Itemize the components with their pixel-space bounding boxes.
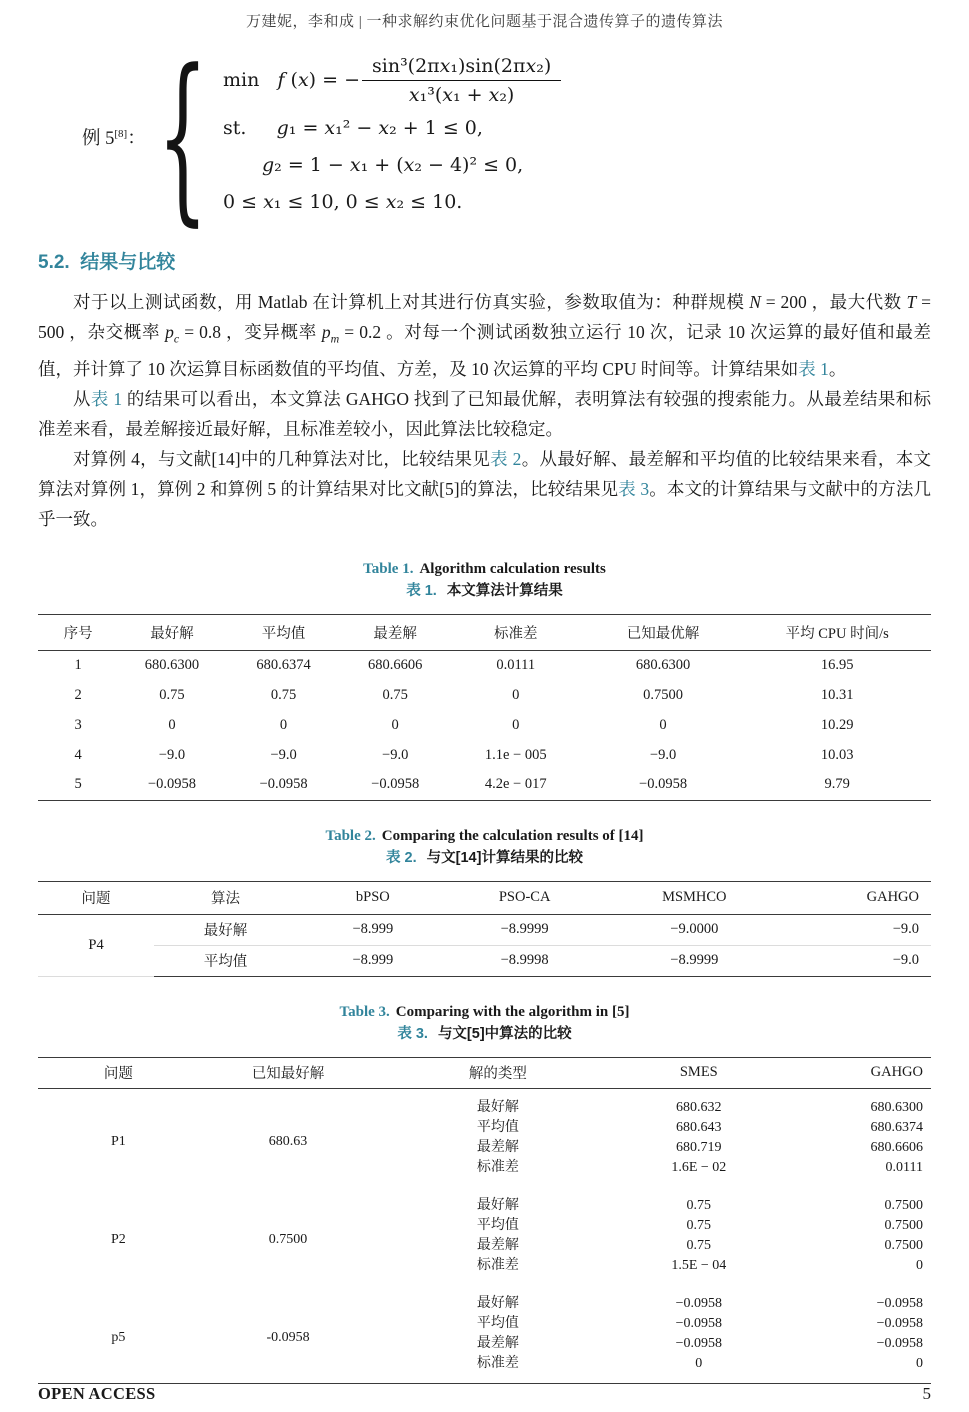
page-number: 5 [922,1384,931,1403]
table-cell: 680.6374 [870,1119,923,1135]
table-cell: 0.75 [686,1217,712,1233]
table-cell: 680.6606 [870,1139,923,1155]
text-run: = 0.8 ，变异概率 [179,322,322,342]
table-cell: 0.75 [686,1237,712,1253]
text-run: = 500 ，杂交概率 [38,292,931,342]
running-header [38,10,931,31]
table-cell: −8.999 [297,914,449,945]
text-run: ₁ + ( [360,154,404,176]
table3-caption-zh-text: 与文[5]中算法的比较 [437,1025,572,1042]
column-header: 序号 [38,614,118,650]
table-cell: 0 [391,716,399,733]
table-cell: −0.0958 [371,776,420,793]
table2-caption-zh [38,847,931,869]
table-cell: 最差解 [476,1139,519,1155]
example-formula-block [82,30,931,242]
text-run: 对算例 4，与文献[14]中的几种算法对比，比较结果见 [73,448,491,469]
table-cell: 标准差 [476,1159,519,1175]
table-cell: −0.0958 [876,1335,923,1351]
section-number: 5.2. [38,252,70,273]
text-run: ₁ + [452,84,489,106]
formula-objective-line [223,53,561,106]
table-cell: −9.0 [788,914,931,945]
table-cell: −0.0958 [876,1315,923,1331]
text-run: x [263,191,274,213]
text-run: st. [222,117,277,139]
table-cell: 0.75 [159,686,185,703]
table-cell: 0 [916,1355,923,1371]
text-run: 0 ≤ [222,191,264,213]
example-label-base: 例 5 [82,129,115,149]
table1-row [38,740,931,770]
table3-body [38,1088,931,1383]
table1-header-row [38,614,931,650]
section-title: 结果与比较 [80,252,176,273]
table1-head [38,614,931,650]
fraction-numerator [362,53,561,81]
table2-caption-zh-label: 表 2. [386,849,417,866]
table-cell: 平均值 [203,954,248,970]
text-run: 。从最好解、最差解和平均值的比较结果来看，本文算法对算例 1，算例 2 和算例 5 的计算结果对比文献[5]的算法，比较结果见 [38,448,932,499]
table-cell: 680.63 [268,1134,308,1149]
table2-row [38,945,931,976]
table3 [38,1057,931,1384]
text-run: x [525,55,537,77]
table-cell: 标准差 [476,1257,519,1273]
table2-row [38,914,931,945]
text-run: x [408,84,420,106]
table-cell: 0.75 [382,686,408,703]
column-header: 平均值 [226,614,342,650]
table-cell: −9.0 [158,746,186,763]
table-cell: −0.0958 [876,1295,923,1311]
table1-caption-en-text: Algorithm calculation results [419,560,606,577]
text-run: f [277,68,291,91]
table-cell: 0.75 [270,686,297,703]
column-header: GAHGO [788,881,931,914]
column-header: SMES [618,1057,779,1088]
text-run: 从 [73,388,91,409]
table-cell: 10.29 [820,716,854,733]
formula-bounds [223,184,561,221]
table-cell: 0.7500 [643,686,683,703]
text-run: 。本文的计算结果与文献中的方法几乎一致。 [38,478,932,529]
table-cell: 0.7500 [884,1237,923,1253]
table-cell: -0.0958 [266,1330,310,1345]
table-cell: 680.632 [676,1099,722,1115]
text-run: ₁)sin(2π [450,55,526,77]
table-cell: −0.0958 [639,776,688,793]
text-run: ₁ ≤ 10, 0 ≤ [273,191,386,213]
table2 [38,881,931,977]
text-run: ₁² − [335,117,379,139]
table-cell: 0.7500 [884,1197,923,1213]
table1-row [38,650,931,680]
text-run: ₂ = 1 − [274,154,350,176]
fraction-denominator [409,81,514,106]
table-cell: 1.6E − 02 [671,1159,727,1175]
table1-row [38,770,931,800]
table-cell: −9.0 [270,746,297,763]
table-cell: 10.31 [820,686,854,703]
table-cell: −9.0 [892,952,919,968]
table3-caption-en-text: Comparing with the algorithm in [5] [395,1003,630,1020]
table-cell: 标准差 [476,1355,519,1371]
table-cell: 680.6300 [870,1099,923,1115]
text-run: 的结果可以看出，本文算法 GAHGO 找到了已知最优解，表明算法有较强的搜索能力。从最差结果和标准差来看，最差解接近最好解，且标准差较小，因此算法比较稳定。 [38,388,932,439]
cross-reference: 表 2 [490,448,522,469]
example-label [82,124,146,150]
table-cell: 16.95 [820,656,854,673]
text-run: x [378,117,390,139]
example-label-citation: [8] [114,127,128,140]
table-cell: 0.7500 [884,1217,923,1233]
table3-caption [38,1001,931,1045]
table2-caption-en-text: Comparing the calculation results of [14] [381,827,644,844]
text-run: N [749,292,761,312]
text-run: p [321,322,331,342]
table3-caption-zh [38,1023,931,1045]
text-run: x [439,55,451,77]
column-header: PSO-CA [449,881,601,914]
table2-header-row [38,881,931,914]
table-cell: 1 [74,656,82,673]
table1-caption-en-label: Table 1. [363,560,414,577]
text-run: ( [290,68,298,91]
text-run: x [349,154,361,176]
table-cell: 1.1e − 005 [484,746,547,763]
column-header: GAHGO [779,1057,931,1088]
text-run: 对于以上测试函数，用 Matlab 在计算机上对其进行仿真实验，参数取值为：种群规模 [73,292,750,312]
table3-row [38,1285,931,1314]
column-header: 标准差 [449,614,583,650]
table-cell: 3 [74,716,82,733]
table-cell: 4.2e − 017 [484,776,547,793]
table-cell: 0 [279,716,288,733]
table-cell: 680.643 [676,1119,722,1135]
column-header: 解的类型 [377,1057,618,1088]
text-run: = 0.2 。对每一个测试函数独立运行 10 次，记录 10 次运算的最好值和最差值，并计算了 10 次运算目标函数值的平均值、方差，及 10 次运算的平均 CPU 时间等。计算结果如 [38,322,932,379]
formula-constraint-2 [262,147,561,184]
column-header: 问题 [38,1057,199,1088]
running-header-text: 万建妮，李和成 | 一种求解约束优化问题基于混合遗传算子的遗传算法 [245,14,723,30]
body-text [38,287,931,534]
table-cell: 0 [659,716,667,733]
left-brace: { [156,30,208,242]
text-run: ₁ = [288,117,325,139]
table-cell: 最好解 [476,1099,519,1115]
table-cell: 1.5E − 04 [671,1257,727,1273]
cross-reference: 表 1 [90,388,123,409]
text-run: sin³(2π [372,55,440,77]
table-cell: −0.0958 [259,776,308,793]
table-cell: P1 [110,1134,126,1149]
table-cell: 9.79 [824,776,850,793]
table2-caption [38,825,931,869]
table-cell: 最好解 [476,1197,519,1213]
formula-constraint-1 [223,110,561,147]
table-cell: −8.9998 [500,952,549,968]
text-run: ₂ − 4)² ≤ 0, [414,154,524,176]
table-cell: 0 [695,1355,703,1371]
table1 [38,614,931,801]
column-header: MSMHCO [601,881,789,914]
text-run: 。 [828,358,847,379]
table-cell: 2 [74,686,82,703]
table2-caption-en [38,825,931,847]
text-run: c [173,331,180,346]
table-cell: 4 [74,746,82,763]
cross-reference: 表 1 [798,358,829,379]
text-run: T [906,292,917,312]
table1-caption-zh [38,580,931,602]
table3-caption-zh-label: 表 3. [397,1025,428,1042]
text-run: min [222,68,278,91]
text-run: x [442,84,453,106]
table-cell: −8.9999 [449,914,601,945]
table-cell: 0 [916,1257,923,1273]
table-cell: P2 [110,1232,126,1247]
table1-caption-en [38,558,931,580]
formula-lines [223,53,561,221]
table-cell: 最差解 [476,1237,519,1253]
table-cell: −9.0 [649,746,677,763]
table-cell: 0.0111 [496,656,536,673]
text-run: ₂) [499,84,515,106]
table-cell: −0.0958 [147,776,196,793]
table-cell: −8.9999 [670,952,719,968]
table-cell: −9.0 [382,746,409,763]
text-run: x [385,191,397,213]
table3-caption-en-label: Table 3. [339,1003,390,1020]
table-cell: −0.0958 [675,1295,722,1311]
table1-caption-zh-text: 本文算法计算结果 [446,582,563,599]
table-cell: 10.03 [820,746,854,763]
text-run: ₂ ≤ 10. [396,191,463,213]
table-cell: 680.6606 [367,656,423,673]
text-run: ₁³( [419,84,443,106]
table-cell: 5 [74,776,82,793]
formula-fraction [362,53,561,106]
column-header: 已知最优解 [583,614,744,650]
table-cell: 680.719 [676,1139,722,1155]
text-run: x [324,117,336,139]
table-cell: −8.999 [352,952,394,968]
table-cell: 680.6300 [144,656,200,673]
cross-reference: 表 3 [618,478,650,499]
table2-caption-en-label: Table 2. [325,827,376,844]
table3-caption-en [38,1001,931,1023]
table1-row [38,710,931,740]
table-cell: 最好解 [476,1295,519,1311]
table1-caption [38,558,931,602]
text-run: ) = − [308,68,360,91]
page-footer [38,1384,931,1404]
table-cell: 平均值 [476,1315,519,1331]
text-run: x [488,84,500,106]
table-cell: 平均值 [476,1119,519,1135]
section-heading [38,247,931,274]
text-run: m [330,331,340,346]
text-run: x [297,68,309,91]
column-header: 算法 [154,881,297,914]
text-run: g [261,154,275,176]
table-cell: 0.0111 [885,1159,923,1175]
text-run: ₂ + 1 ≤ 0, [389,117,483,139]
text-run: g [276,117,289,139]
table-cell: 最差解 [476,1335,519,1351]
paragraph [38,287,931,384]
column-header: 已知最好解 [199,1057,378,1088]
column-header: 平均 CPU 时间/s [743,614,931,650]
table1-body [38,650,931,800]
table-cell: 最好解 [154,914,297,945]
column-header: bPSO [297,881,449,914]
table-cell: −9.0000 [601,914,789,945]
table-cell: 0.7500 [268,1232,308,1247]
table3-head [38,1057,931,1088]
table-cell: 0 [512,686,520,703]
text-run: ₂) [536,55,552,77]
table-cell: 680.6300 [635,656,691,673]
table-cell: p5 [111,1330,126,1345]
paragraph [38,444,931,534]
text-run: = 200 ，最大代数 [760,292,907,312]
table-cell: 680.6374 [256,656,311,673]
table2-head [38,881,931,914]
column-header: 问题 [38,881,154,914]
table-cell: 0 [512,716,520,733]
table1-caption-zh-label: 表 1. [406,582,437,599]
open-access-label: OPEN ACCESS [38,1384,156,1403]
text-run: p [165,322,174,342]
column-header: 最好解 [118,614,225,650]
table2-caption-zh-text: 与文[14]计算结果的比较 [426,849,583,866]
table-cell: 平均值 [476,1217,519,1233]
table3-row [38,1088,931,1118]
table2-body [38,914,931,976]
table-cell: 0 [168,716,176,733]
table-cell: −0.0958 [675,1335,722,1351]
example-label-colon: ： [127,129,146,149]
table-cell: 0.75 [686,1197,712,1213]
paragraph [38,384,931,444]
table3-row [38,1187,931,1216]
table1-row [38,680,931,710]
table-cell: P4 [38,914,154,976]
table3-header-row [38,1057,931,1088]
column-header: 最差解 [342,614,449,650]
formula-objective-prefix [223,69,360,91]
text-run: x [403,154,415,176]
table-cell: −0.0958 [675,1315,722,1331]
